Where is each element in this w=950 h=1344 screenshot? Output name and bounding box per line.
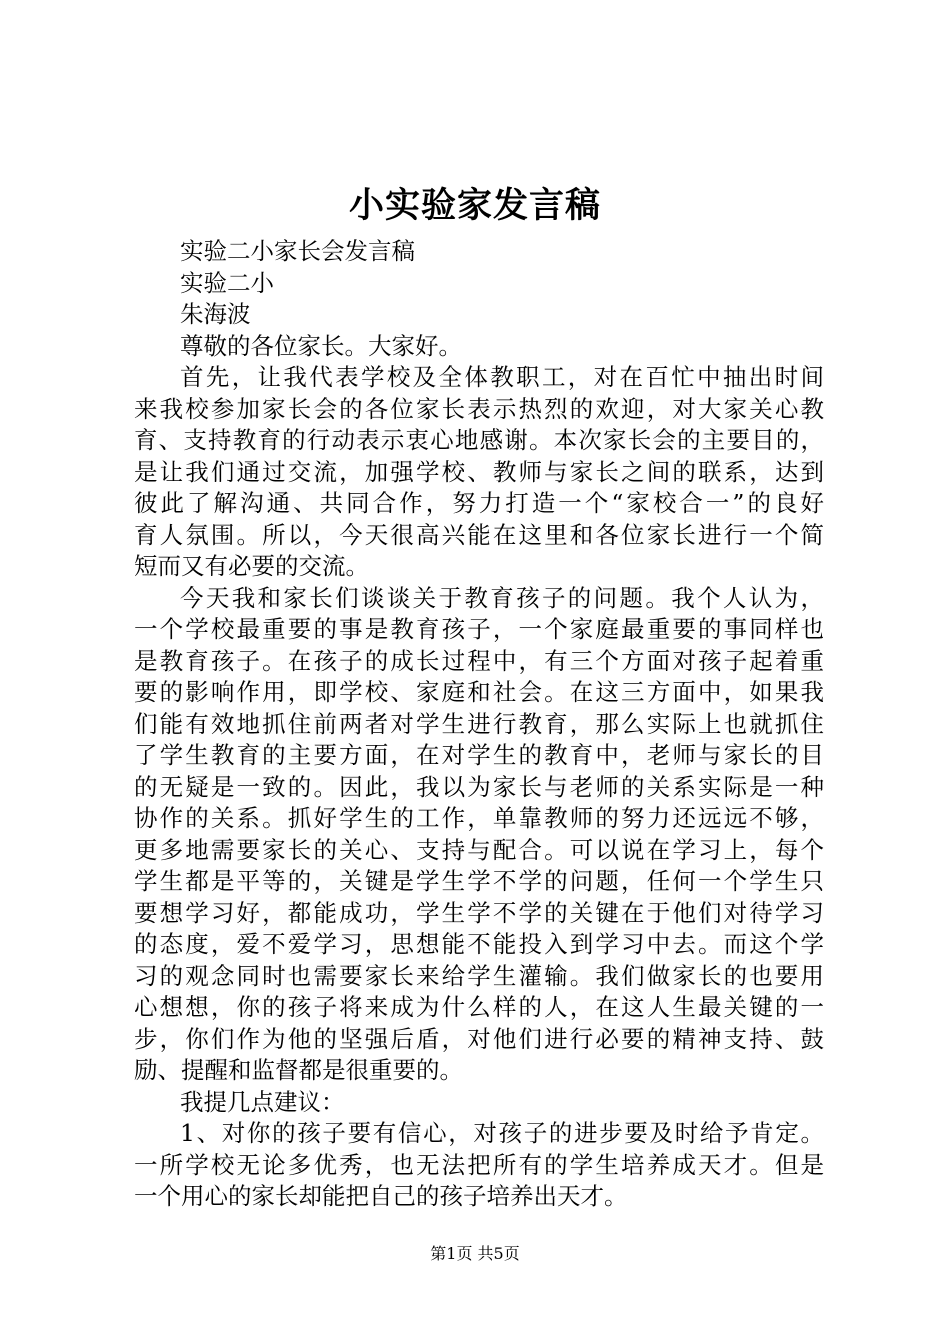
body-line: 要想学习好，都能成功，学生学不学的关键在于他们对待学习 (134, 898, 824, 927)
body-line: 习的观念同时也需要家长来给学生灌输。我们做家长的也要用 (134, 961, 824, 990)
body-line: 是教育孩子。在孩子的成长过程中，有三个方面对孩子起着重 (134, 646, 824, 675)
body-line: 今天我和家长们谈谈关于教育孩子的问题。我个人认为， (180, 583, 824, 612)
body-line: 彼此了解沟通、共同合作，努力打造一个“家校合一”的良好 (134, 489, 824, 517)
body-line: 我提几点建议： (180, 1087, 345, 1116)
body-line: 们能有效地抓住前两者对学生进行教育，那么实际上也就抓住 (134, 709, 824, 738)
body-line: 更多地需要家长的关心、支持与配合。可以说在学习上，每个 (134, 835, 824, 864)
body-line: 的无疑是一致的。因此，我以为家长与老师的关系实际是一种 (134, 772, 824, 801)
body-line: 育、支持教育的行动表示衷心地感谢。本次家长会的主要目的， (134, 426, 824, 454)
body-line: 来我校参加家长会的各位家长表示热烈的欢迎，对大家关心教 (134, 394, 824, 423)
body-line: 1、对你的孩子要有信心，对孩子的进步要及时给予肯定。 (180, 1119, 824, 1147)
body-line: 尊敬的各位家长。大家好。 (180, 331, 462, 360)
body-line: 协作的关系。抓好学生的工作，单靠教师的努力还远远不够， (134, 804, 824, 832)
body-line: 是让我们通过交流，加强学校、教师与家长之间的联系，达到 (134, 457, 824, 486)
body-line: 一所学校无论多优秀，也无法把所有的学生培养成天才。但是 (134, 1150, 824, 1179)
document-body (134, 236, 824, 1213)
body-line: 的态度，爱不爱学习，思想能不能投入到学习中去。而这个学 (134, 930, 824, 958)
body-line: 心想想，你的孩子将来成为什么样的人，在这人生最关键的一 (134, 993, 824, 1021)
body-line: 一个用心的家长却能把自己的孩子培养出天才。 (134, 1182, 628, 1210)
page-footer: 第1页 共5页 (430, 1244, 520, 1263)
body-line: 一个学校最重要的事是教育孩子，一个家庭最重要的事同样也 (134, 615, 824, 643)
body-line: 学生都是平等的，关键是学生学不学的问题，任何一个学生只 (134, 867, 824, 895)
body-line: 育人氛围。所以，今天很高兴能在这里和各位家长进行一个简 (134, 520, 824, 549)
body-line: 首先，让我代表学校及全体教职工，对在百忙中抽出时间 (180, 363, 824, 391)
body-line: 实验二小 (180, 268, 274, 297)
document-title: 小实验家发言稿 (348, 185, 601, 226)
body-line: 朱海波 (180, 300, 251, 328)
body-line: 步，你们作为他的坚强后盾，对他们进行必要的精神支持、鼓 (134, 1024, 824, 1053)
body-line: 要的影响作用，即学校、家庭和社会。在这三方面中，如果我 (134, 678, 824, 706)
body-line: 了学生教育的主要方面，在对学生的教育中，老师与家长的目 (134, 741, 824, 769)
body-line: 短而又有必要的交流。 (134, 552, 369, 580)
body-line: 励、提醒和监督都是很重要的。 (134, 1056, 463, 1084)
body-line: 实验二小家长会发言稿 (180, 237, 415, 265)
